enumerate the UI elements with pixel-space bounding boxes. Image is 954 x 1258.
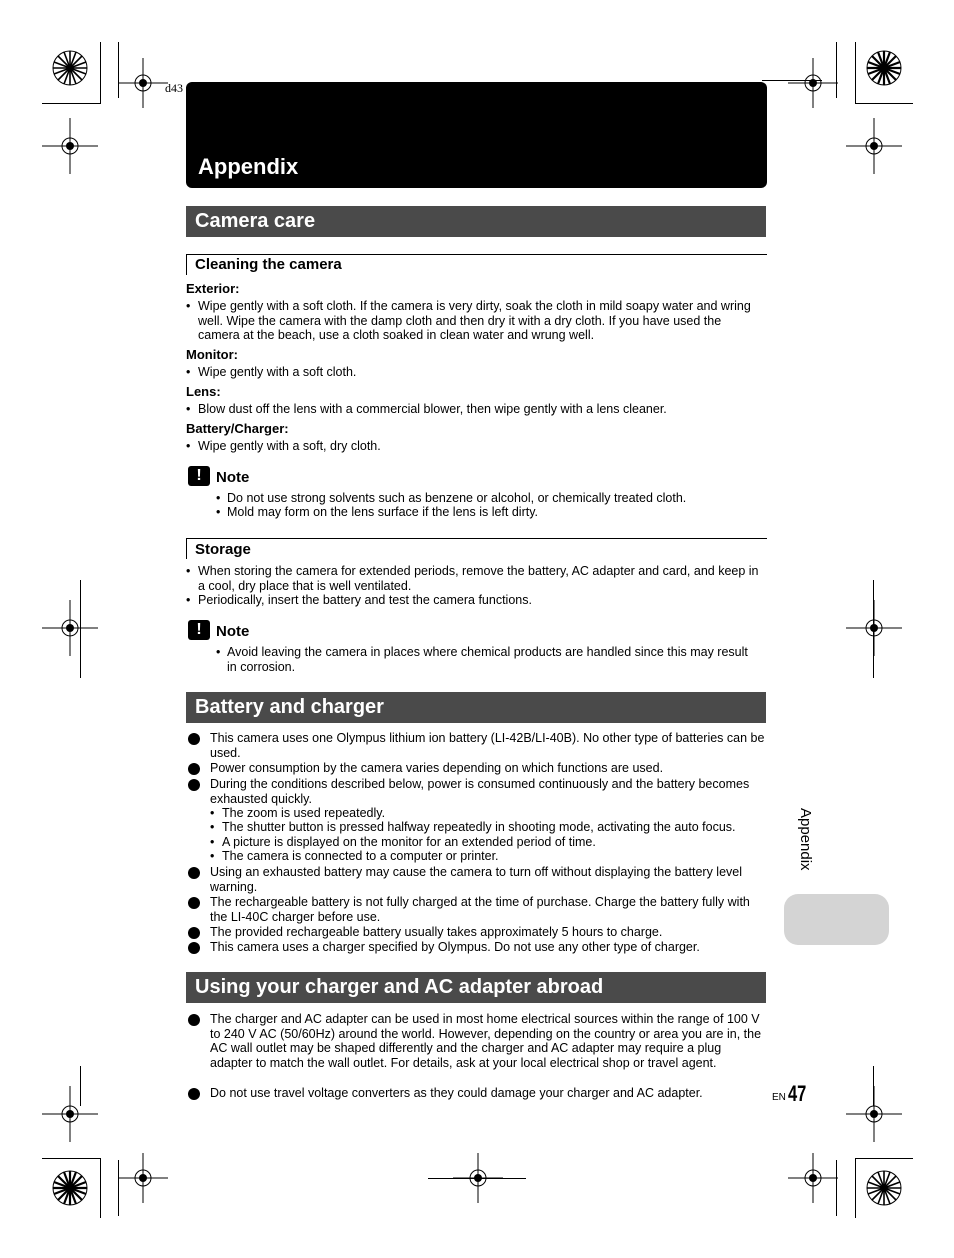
battery-charger-label: Battery/Charger: <box>186 421 289 436</box>
note-label: Note <box>216 623 250 640</box>
crop-mark-line <box>42 103 100 104</box>
list-item-text: Blow dust off the lens with a commercial blower, then wipe gently with a lens cleaner. <box>198 402 667 416</box>
list-item <box>186 865 766 895</box>
filled-circle-bullet-icon <box>188 942 200 954</box>
filled-circle-bullet-icon <box>188 779 200 791</box>
filled-circle-bullet-icon <box>188 1088 200 1100</box>
filled-circle-bullet-icon <box>188 897 200 909</box>
filled-circle-bullet-icon <box>188 927 200 939</box>
section-charger-abroad <box>186 972 766 1003</box>
bullet-dot: • <box>186 439 191 453</box>
monitor-label: Monitor: <box>186 347 238 362</box>
bullet-dot: • <box>216 645 221 659</box>
bullet-dot: • <box>186 402 191 416</box>
filled-circle-bullet-icon <box>188 763 200 775</box>
crop-mark-line <box>100 1158 101 1218</box>
sub-list-item-text: The shutter button is pressed halfway repeatedly in shooting mode, activating the auto focus. <box>222 820 736 834</box>
exclamation-note-icon: ! <box>188 466 210 486</box>
list-item <box>186 1012 766 1086</box>
crosshair-mark-icon <box>42 600 98 656</box>
exclamation-note-icon: ! <box>188 620 210 640</box>
note-item <box>216 505 756 520</box>
registration-target-icon <box>42 1160 98 1216</box>
list-item-text: This camera uses a charger specified by Olympus. Do not use any other type of charger. <box>210 940 700 954</box>
subsection-storage <box>186 538 767 559</box>
registration-target-icon <box>856 1160 912 1216</box>
list-item <box>186 761 766 776</box>
list-item <box>186 1086 766 1101</box>
registration-target-icon <box>856 40 912 96</box>
list-item-text: Wipe gently with a soft cloth. If the camera is very dirty, soak the cloth in mild soapy water and wring well. Wipe the camera with the damp cloth and then dry it with a dry cloth. If you have used the camera at the beach, use a cloth soaked in clean water and wrung well. <box>198 299 751 343</box>
filled-circle-bullet-icon <box>188 733 200 745</box>
list-item <box>186 940 766 955</box>
bullet-dot: • <box>216 505 221 519</box>
list-item <box>186 564 766 594</box>
crop-mark-line <box>855 103 913 104</box>
list-item-text: The charger and AC adapter can be used in most home electrical sources within the range of 100 V to 240 V AC (50/60Hz) around the world. However, depending on the country or area you are in, the AC wall outlet may be shaped differently and the charger and AC adapter may require a plug adapter to match the wall outlet. For details, ask at your local electrical shop or travel agent. <box>210 1012 762 1070</box>
crosshair-mark-icon <box>846 1086 902 1142</box>
crosshair-mark-icon <box>846 600 902 656</box>
section-title: Using your charger and AC adapter abroad <box>195 976 604 998</box>
list-item <box>186 402 766 417</box>
side-thumb-tab <box>784 894 889 945</box>
bullet-dot: • <box>186 593 191 607</box>
bullet-dot: • <box>216 491 221 505</box>
list-item <box>186 439 766 454</box>
section-title: Battery and charger <box>195 696 384 718</box>
list-item <box>186 777 766 807</box>
crosshair-mark-icon <box>42 118 98 174</box>
note-item-text: Mold may form on the lens surface if the lens is left dirty. <box>227 505 539 519</box>
list-item-text: Using an exhausted battery may cause the camera to turn off without displaying the battery level warning. <box>210 865 743 894</box>
bullet-dot: • <box>186 365 191 379</box>
sub-list-item <box>210 835 770 850</box>
crosshair-mark-icon <box>118 1153 168 1203</box>
list-item <box>186 593 766 608</box>
crosshair-mark-icon <box>846 118 902 174</box>
bullet-dot: • <box>210 849 215 863</box>
filled-circle-bullet-icon <box>188 867 200 879</box>
bullet-dot: • <box>210 835 215 849</box>
section-title: Camera care <box>195 210 316 232</box>
bullet-dot: • <box>210 820 215 834</box>
registration-target-icon <box>42 40 98 96</box>
note-item-text: Avoid leaving the camera in places where chemical products are handled since this may result in corrosion. <box>227 645 748 674</box>
note-label: Note <box>216 469 250 486</box>
list-item-text: Do not use travel voltage converters as they could damage your charger and AC adapter. <box>210 1086 703 1100</box>
crosshair-mark-icon <box>118 58 168 108</box>
crop-mark-line <box>873 580 874 678</box>
list-item <box>186 299 766 343</box>
crop-mark-line <box>100 42 101 104</box>
sub-list-item-text: A picture is displayed on the monitor for an extended period of time. <box>222 835 596 849</box>
section-camera-care <box>186 206 766 237</box>
list-item-text: Wipe gently with a soft cloth. <box>198 365 357 379</box>
list-item <box>186 365 766 380</box>
crosshair-mark-icon <box>42 1086 98 1142</box>
sub-list-item-text: The camera is connected to a computer or printer. <box>222 849 499 863</box>
list-item-text: During the conditions described below, power is consumed continuously and the battery becomes exhausted quickly. <box>210 777 750 806</box>
crop-mark-line <box>428 1178 526 1179</box>
section-battery-charger <box>186 692 766 723</box>
list-item <box>186 731 766 761</box>
subsection-title: Cleaning the camera <box>195 256 342 273</box>
list-item-text: The rechargeable battery is not fully charged at the time of purchase. Charge the battery fully with the LI-40C charger before use. <box>210 895 750 924</box>
list-item-text: Power consumption by the camera varies depending on which functions are used. <box>210 761 664 775</box>
chapter-banner <box>186 82 767 188</box>
chapter-title: Appendix <box>198 154 299 179</box>
bullet-dot: • <box>186 299 191 313</box>
sub-list-item <box>210 849 770 864</box>
lens-label: Lens: <box>186 384 221 399</box>
list-item-text: This camera uses one Olympus lithium ion battery (LI-42B/LI-40B). No other type of batteries can be used. <box>210 731 765 760</box>
page-number: 47 <box>788 1081 807 1106</box>
crop-mark-line <box>873 1066 874 1106</box>
crop-mark-line <box>80 580 81 678</box>
list-item-text: Wipe gently with a soft, dry cloth. <box>198 439 381 453</box>
note-item <box>216 645 756 675</box>
bullet-dot: • <box>210 806 215 820</box>
crosshair-mark-icon <box>788 1153 838 1203</box>
print-slug: d43 <box>165 81 183 95</box>
sub-list-item-text: The zoom is used repeatedly. <box>222 806 386 820</box>
note-item <box>216 491 756 506</box>
bullet-dot: • <box>186 564 191 578</box>
list-item <box>186 895 766 925</box>
side-tab-label: Appendix <box>797 808 814 871</box>
filled-circle-bullet-icon <box>188 1014 200 1026</box>
note-item-text: Do not use strong solvents such as benzene or alcohol, or chemically treated cloth. <box>227 491 687 505</box>
sub-list-item <box>210 820 770 835</box>
exterior-label: Exterior: <box>186 281 240 296</box>
list-item-text: When storing the camera for extended periods, remove the battery, AC adapter and card, and keep in a cool, dry place that is well ventilated. <box>198 564 759 593</box>
list-item-text: The provided rechargeable battery usually takes approximately 5 hours to charge. <box>210 925 663 939</box>
crop-mark-line <box>80 1066 81 1106</box>
subsection-title: Storage <box>195 541 251 558</box>
page-language: EN <box>772 1092 786 1103</box>
list-item-text: Periodically, insert the battery and test the camera functions. <box>198 593 532 607</box>
list-item <box>186 925 766 940</box>
crop-mark-line <box>42 1158 100 1159</box>
subsection-cleaning <box>186 254 767 275</box>
crosshair-mark-icon <box>788 58 838 108</box>
sub-list-item <box>210 806 770 821</box>
crop-mark-line <box>855 1158 913 1159</box>
